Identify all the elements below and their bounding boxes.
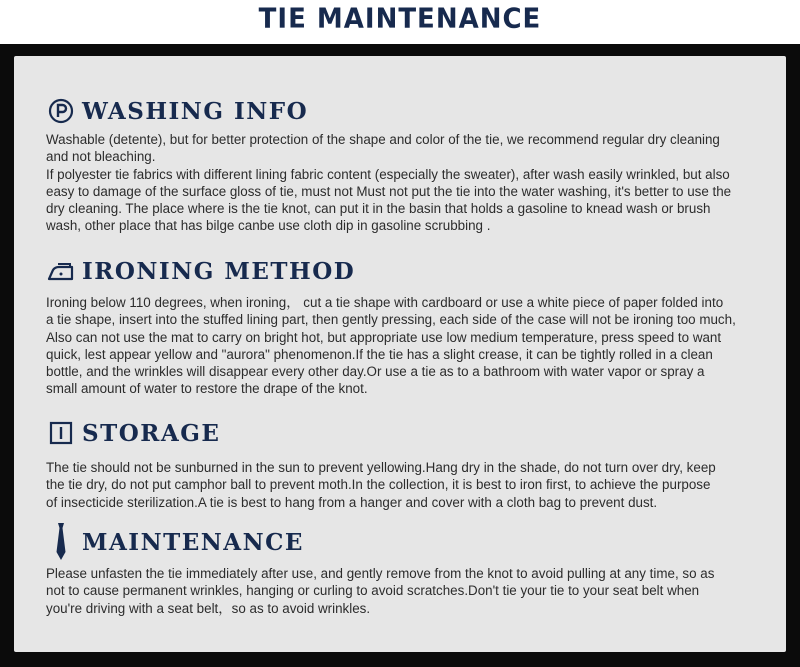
- content-panel: [14, 56, 786, 652]
- section-heading: [46, 254, 776, 288]
- section-heading-label: STORAGE: [82, 419, 221, 447]
- section-ironing-method: [46, 254, 776, 398]
- section-heading-label: IRONING METHOD: [82, 257, 356, 285]
- section-body-text: Washable (detente), but for better protection of the shape and color of the tie, we recommend regular dry cleaning and not bleaching. If polyester tie fabrics with different lining fabric content (especially the sweater), after wash easily wrinkled, but also easy to damage of the surface gloss of tie, must not Must not put the tie into the water washing, it's better to use the dry cleaning. The place where is the tie knot, can put it in the basin that holds a gasoline to knead wash or brush wash, other place that has bilge canbe use cloth dip in gasoline scrubbing .: [46, 132, 732, 234]
- hanger-box-icon: [46, 418, 76, 448]
- iron-icon: [46, 256, 76, 286]
- section-heading-label: WASHING INFO: [82, 97, 309, 125]
- section-body-text: Ironing below 110 degrees, when ironing， cut a tie shape with cardboard or use a white piece of paper folded into a tie shape, insert into the stuffed lining part, then gently pressing, each side of the case will not be ironing too much, Also can not use the mat to carry on bright hot, but appropriate use low medium temperature, press speed to want quick, lest appear yellow and "aurora" phenomenon.If the tie has a slight crease, it can be tightly rolled in a clean bottle, and the wrinkles will disappear every other day.Or use a tie as to a bathroom with water vapor or spray a small amount of water to restore the drape of the knot.: [46, 295, 736, 397]
- section-maintenance: [46, 522, 776, 617]
- necktie-icon: [46, 522, 76, 562]
- section-body-text: Please unfasten the tie immediately after use, and gently remove from the knot to avoid pulling at any time, so as not to cause permanent wrinkles, hanging or curling to avoid scratches.Don't tie your tie to your seat belt when you're driving with a seat belt，so as to avoid wrinkles.: [46, 566, 715, 616]
- section-heading: [46, 522, 776, 562]
- section-heading: [46, 416, 776, 450]
- page-title: TIE MAINTENANCE: [258, 3, 542, 35]
- section-washing-info: [46, 94, 776, 235]
- section-body-text: The tie should not be sunburned in the sun to prevent yellowing.Hang dry in the shade, do not turn over dry, keep the tie dry, do not put camphor ball to prevent moth.In the collection, it is best to iron first, to achieve the purpose of insecticide sterilization.A tie is best to hang from a hanger and cover with a cloth bag to prevent dust.: [46, 460, 716, 510]
- parking-p-circle-icon: [46, 96, 76, 126]
- section-heading: [46, 94, 776, 128]
- section-heading-label: MAINTENANCE: [82, 528, 304, 556]
- title-bar: [0, 0, 800, 44]
- section-storage: [46, 416, 776, 511]
